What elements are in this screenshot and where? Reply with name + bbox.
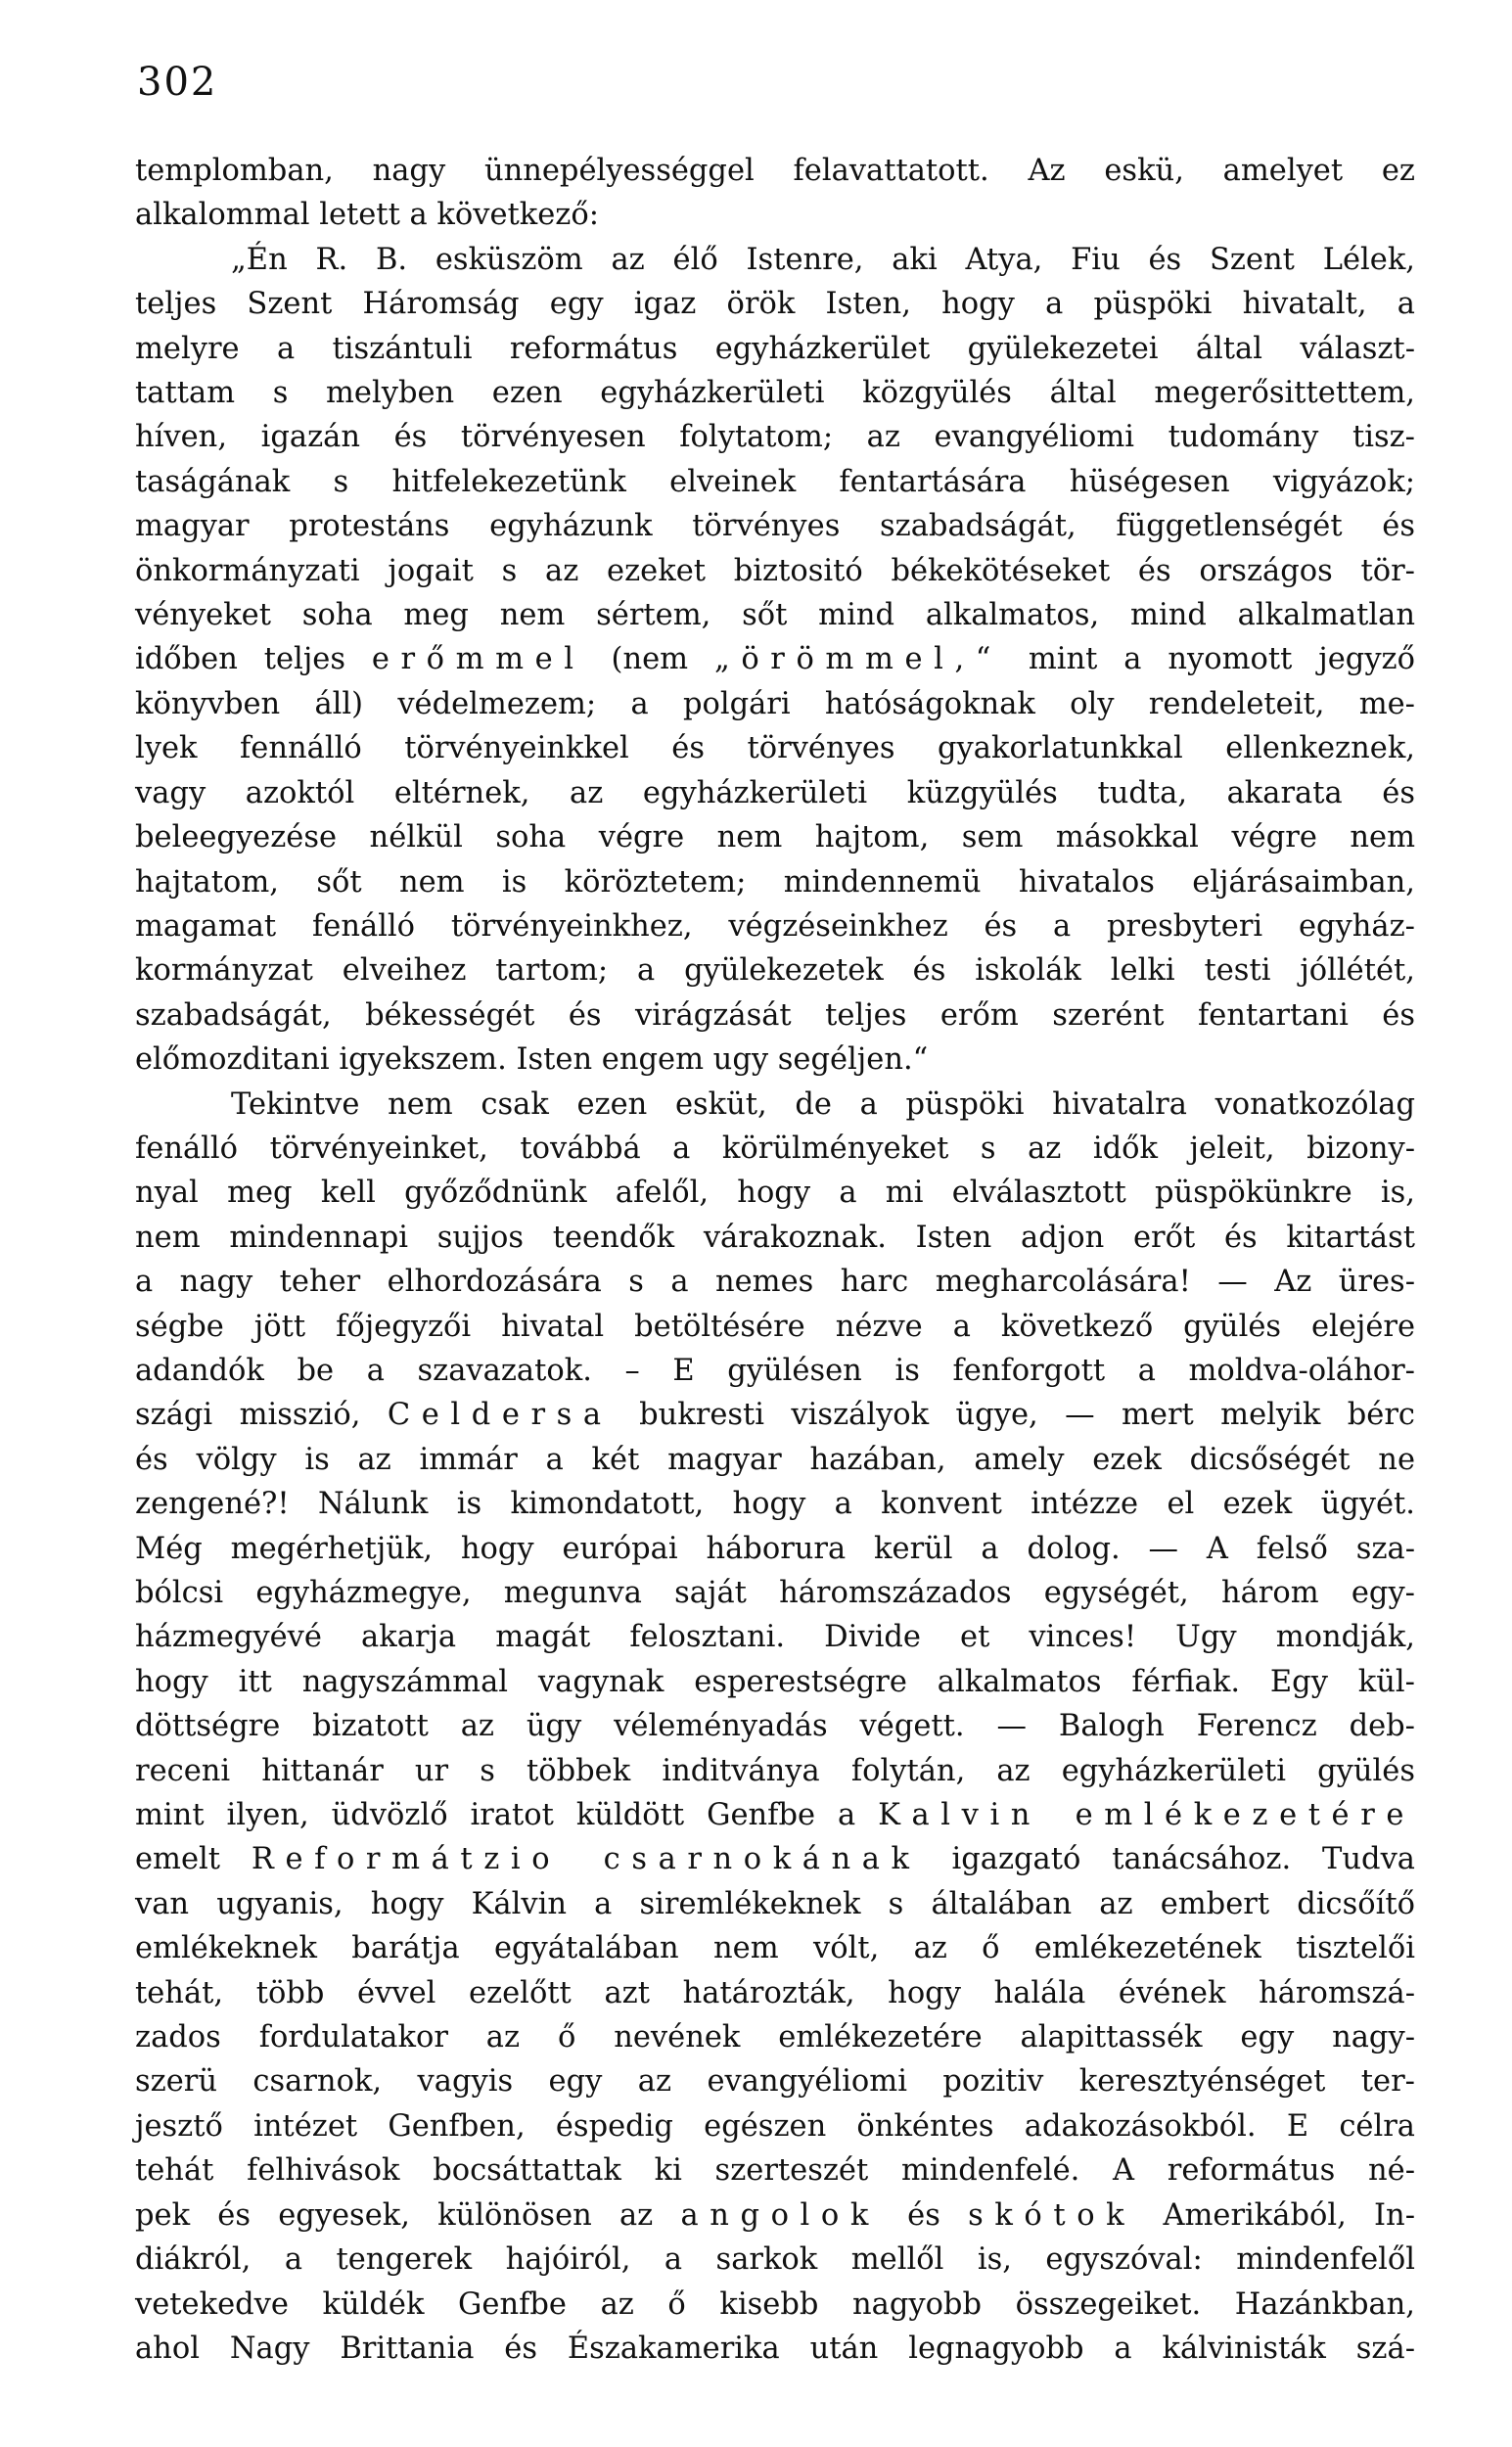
text-line: jesztő intézet Genfben, éspedig egészen önkéntes adakozásokból. E célra xyxy=(135,2108,1415,2144)
text-line: előmozditani igyekszem. Isten engem ugy segéljen.“ xyxy=(135,1042,929,1078)
text-line: döttségre bizatott az ügy véleményadás végett. — Balogh Ferencz deb- xyxy=(135,1709,1415,1744)
text-line: tehát, több évvel ezelőtt azt határozták, hogy halála évének háromszá- xyxy=(135,1975,1415,2010)
spaced-word: erőmmel xyxy=(371,642,585,677)
body-text xyxy=(135,149,1415,2371)
text-line: kormányzat elveihez tartom; a gyülekezetek és iskolák lelki testi jóllétét, xyxy=(135,953,1415,989)
text-line: beleegyezése nélkül soha végre nem hajtom, sem másokkal végre nem xyxy=(135,820,1415,855)
text-line-spaced: szági misszió, Celdersa bukresti viszályok ügye, — mert melyik bérc xyxy=(135,1398,1415,1433)
text-line: híven, igazán és törvényesen folytatom; az evangyéliomi tudomány tisz- xyxy=(135,420,1415,455)
text-line: könyvben áll) védelmezem; a polgári hatóságoknak oly rendeleteit, me- xyxy=(135,686,1415,721)
text-line: zengené?! Nálunk is kimondatott, hogy a konvent intézze el ezek ügyét. xyxy=(135,1487,1415,1522)
text-line: szabadságát, békességét és virágzását teljes erőm szerént fentartani és xyxy=(135,997,1415,1033)
text-line: van ugyanis, hogy Kálvin a siremlékeknek s általában az embert dicsőítő xyxy=(135,1886,1415,1921)
text-line: szerü csarnok, vagyis egy az evangyéliomi pozitiv keresztyénséget ter- xyxy=(135,2064,1415,2100)
spaced-word: angolok xyxy=(680,2197,880,2233)
text-line: magamat fenálló törvényeinkhez, végzéseinkhez és a presbyteri egyház- xyxy=(135,908,1415,944)
text-line-spaced: pek és egyesek, különösen az angolok és skótok Amerikából, In- xyxy=(135,2197,1415,2233)
text-line: a nagy teher elhordozására s a nemes harc megharcolására! — Az üres- xyxy=(135,1265,1415,1300)
text-line: emlékeknek barátja egyátalában nem vólt, az ő emlékezetének tisztelői xyxy=(135,1931,1415,1966)
text-line: Tekintve nem csak ezen esküt, de a püspöki hivatalra vonatkozólag xyxy=(231,1086,1415,1122)
text-line-spaced: emelt Reformátzio csarnokának igazgató tanácsához. Tudva xyxy=(135,1842,1415,1877)
page-number: 302 xyxy=(137,60,218,105)
text-line: hajtatom, sőt nem is köröztetem; mindennemü hivatalos eljárásaimban, xyxy=(135,864,1415,900)
spaced-word: Kalvin emlékezetére xyxy=(878,1798,1416,1833)
text-line: önkormányzati jogait s az ezeket biztositó békekötéseket és országos tör- xyxy=(135,553,1415,588)
text-line: tehát felhivások bocsáttattak ki szerteszét mindenfelé. A református né- xyxy=(135,2153,1415,2189)
text-line: nem mindennapi sujjos teendők várakoznak. Isten adjon erőt és kitartást xyxy=(135,1220,1415,1255)
text-line: diákról, a tengerek hajóiról, a sarkok mellől is, egyszóval: mindenfelől xyxy=(135,2242,1415,2278)
spaced-word: skótok xyxy=(968,2197,1136,2233)
text-line-spaced: időben teljes erőmmel (nem „örömmel,“ mint a nyomott jegyző xyxy=(135,642,1415,677)
text-line: nyal meg kell győződnünk afelől, hogy a mi elválasztott püspökünkre is, xyxy=(135,1176,1415,1211)
text-line: vetekedve küldék Genfbe az ő kisebb nagyobb összegeiket. Hazánkban, xyxy=(135,2286,1415,2322)
text-line: ahol Nagy Brittania és Északamerika után legnagyobb a kálvinisták szá- xyxy=(135,2331,1415,2366)
text-line: receni hittanár ur s többek inditványa folytán, az egyházkerületi gyülés xyxy=(135,1753,1415,1788)
text-line: templomban, nagy ünnepélyességgel felavattatott. Az eskü, amelyet ez xyxy=(135,154,1415,188)
text-line: magyar protestáns egyházunk törvényes szabadságát, függetlenségét és xyxy=(135,509,1415,544)
text-line: fenálló törvényeinket, továbbá a körülményeket s az idők jeleit, bizony- xyxy=(135,1131,1415,1166)
text-line-spaced: mint ilyen, üdvözlő iratot küldött Genfbe a Kalvin emlékezetére xyxy=(135,1798,1416,1833)
text-line: lyek fennálló törvényeinkkel és törvényes gyakorlatunkkal ellenkeznek, xyxy=(135,731,1415,766)
spaced-word: „örömmel,“ xyxy=(713,642,1002,677)
text-line: teljes Szent Háromság egy igaz örök Isten, hogy a püspöki hivatalt, a xyxy=(135,287,1415,322)
spaced-word: Reformátzio csarnokának xyxy=(251,1842,921,1877)
text-line: Még megérhetjük, hogy európai háborura kerül a dolog. — A felső sza- xyxy=(135,1531,1415,1566)
text-line: zados fordulatakor az ő nevének emlékezetére alapittassék egy nagy- xyxy=(135,2020,1415,2055)
text-line: vagy azoktól eltérnek, az egyházkerületi küzgyülés tudta, akarata és xyxy=(135,775,1415,810)
text-line: házmegyévé akarja magát felosztani. Divide et vinces! Ugy mondják, xyxy=(135,1620,1415,1655)
text-line: tattam s melyben ezen egyházkerületi közgyülés által megerősittettem, xyxy=(135,376,1415,411)
spaced-word: Celdersa xyxy=(387,1398,613,1433)
text-line: „Én R. B. esküszöm az élő Istenre, aki Atya, Fiu és Szent Lélek, xyxy=(231,242,1415,277)
text-line: és völgy is az immár a két magyar hazában, amely ezek dicsőségét ne xyxy=(135,1442,1415,1477)
text-line: bólcsi egyházmegye, megunva saját háromszázados egységét, három egy- xyxy=(135,1576,1415,1610)
text-line: vényeket soha meg nem sértem, sőt mind alkalmatos, mind alkalmatlan xyxy=(135,598,1415,633)
text-line: alkalommal letett a következő: xyxy=(135,198,600,233)
text-line: ségbe jött főjegyzői hivatal betöltésére nézve a következő gyülés elejére xyxy=(135,1309,1415,1344)
text-line: hogy itt nagyszámmal vagynak esperestségre alkalmatos férfiak. Egy kül- xyxy=(135,1664,1415,1699)
text-line: taságának s hitfelekezetünk elveinek fentartására hüségesen vigyázok; xyxy=(135,464,1415,499)
text-line: melyre a tiszántuli református egyházkerület gyülekezetei által választ- xyxy=(135,331,1415,366)
text-line: adandók be a szavazatok. – E gyülésen is fenforgott a moldva-oláhor- xyxy=(135,1353,1415,1388)
